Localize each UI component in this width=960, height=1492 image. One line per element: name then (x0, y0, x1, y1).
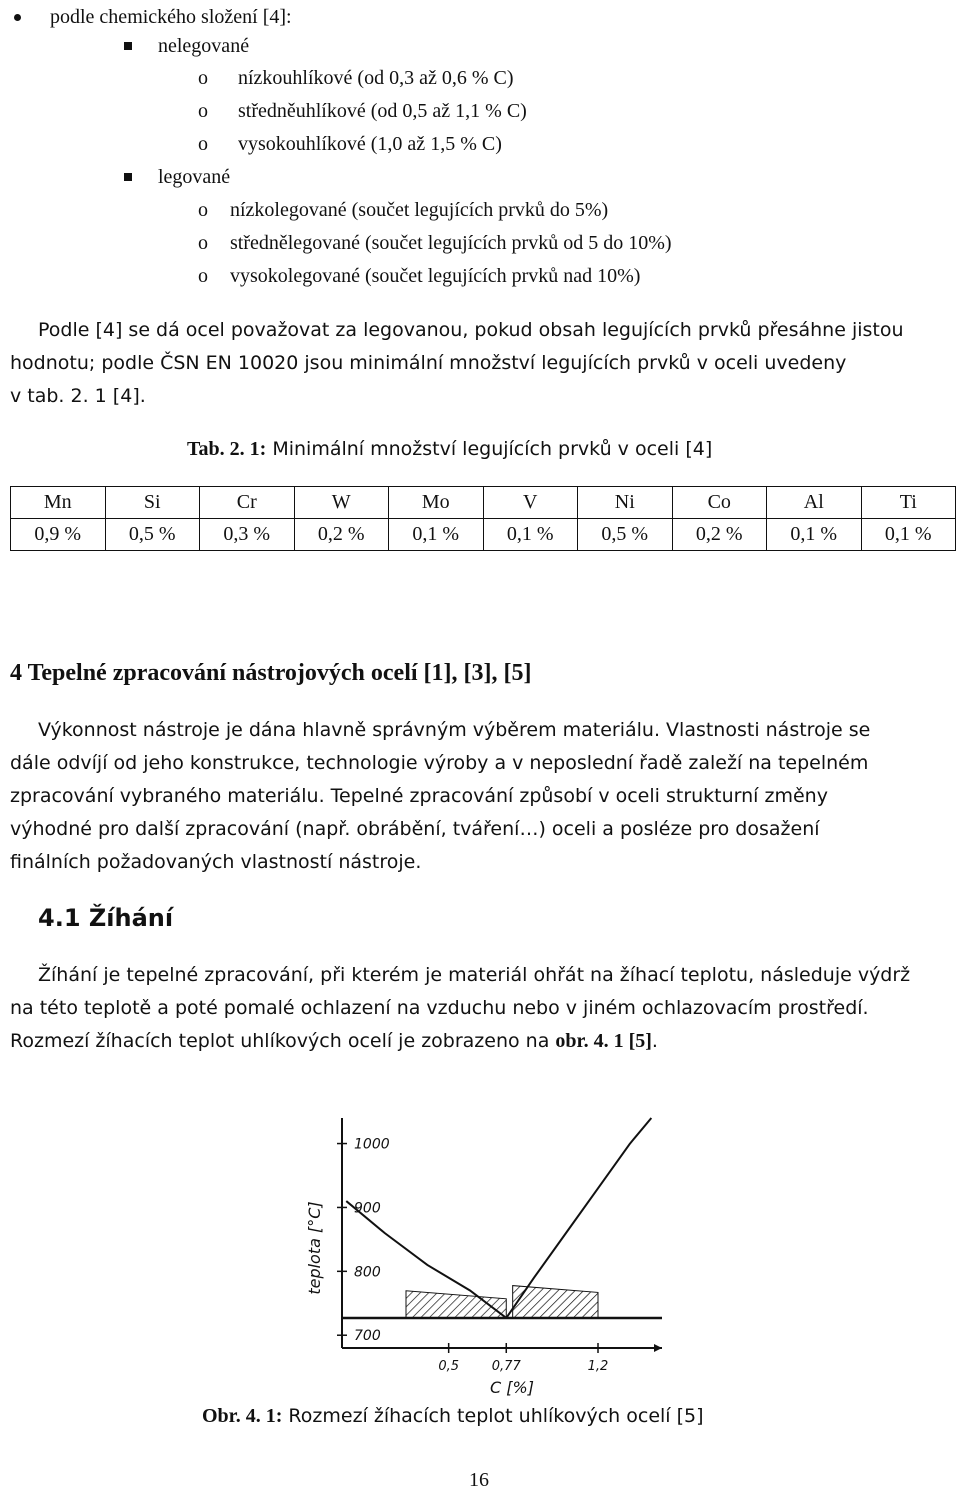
sub-marker: o (198, 265, 208, 287)
axis-ticks (337, 1137, 608, 1374)
y-axis-label: teplota [°C] (305, 1201, 324, 1295)
para-line-ref (10, 1029, 658, 1053)
group-bullet (124, 173, 132, 181)
x-axis-label: C [%] (490, 1378, 534, 1397)
para-line: hodnotu; podle ČSN EN 10020 jsou minimální množství legujících prvků v oceli uvedeny (10, 352, 847, 374)
sub-marker: o (198, 100, 208, 122)
table-cell: 0,1 % (389, 519, 484, 551)
group-label-legovane: legované (158, 166, 231, 188)
hatched-regions (406, 1286, 598, 1318)
table-cell: 0,1 % (483, 519, 578, 551)
list-item: středněuhlíkové (od 0,5 až 1,1 % C) (238, 100, 527, 122)
curve-acm (506, 1118, 651, 1318)
para-line: dále odvíjí od jeho konstrukce, technologie výroby a v neposlední řadě zaleží na tepelném (10, 752, 869, 774)
para-text: Rozmezí žíhacích teplot uhlíkových ocelí je zobrazeno na (10, 1030, 556, 1052)
sub-marker: o (198, 199, 208, 221)
classification-heading: podle chemického složení [4]: (50, 6, 292, 28)
table-caption (187, 438, 712, 461)
y-tick-label: 900 (354, 1200, 381, 1217)
x-tick-label: 1,2 (587, 1359, 609, 1374)
table-header-cell: Al (767, 487, 862, 519)
x-axis-arrow (654, 1344, 662, 1352)
list-item: nízkolegované (součet legujících prvků do 5%) (230, 199, 609, 221)
table-caption-label: Tab. 2. 1: (187, 438, 267, 460)
table-cell: 0,2 % (672, 519, 767, 551)
para-line: Žíhání je tepelné zpracování, při kterém je materiál ohřát na žíhací teplotu, následuje výdrž (38, 964, 911, 986)
section-4-title: 4 Tepelné zpracování nástrojových ocelí [1], [3], [5] (10, 660, 532, 686)
table-header-cell: Si (105, 487, 200, 519)
table-header-cell: Co (672, 487, 767, 519)
page-number: 16 (469, 1469, 489, 1491)
figure-ref: obr. 4. 1 [5] (555, 1030, 652, 1052)
table-header-cell: Mo (389, 487, 484, 519)
para-line: Výkonnost nástroje je dána hlavně správným výběrem materiálu. Vlastnosti nástroje se (38, 719, 871, 741)
table-header-cell: Ti (861, 487, 956, 519)
table-caption-text: Minimální množství legujících prvků v oceli [4] (266, 438, 713, 460)
table-header-cell: W (294, 487, 389, 519)
phase-curves (342, 1118, 662, 1318)
y-tick-label: 1000 (354, 1136, 390, 1153)
table-cell: 0,1 % (767, 519, 862, 551)
para-line: Podle [4] se dá ocel považovat za legovanou, pokud obsah legujících prvků přesáhne jistou (38, 319, 904, 341)
y-tick-label: 700 (354, 1328, 381, 1345)
figure-caption-text: Rozmezí žíhacích teplot uhlíkových ocelí [5] (282, 1405, 704, 1427)
annealing-diagram (282, 1108, 702, 1408)
list-item: vysokouhlíkové (1,0 až 1,5 % C) (238, 133, 502, 155)
figure-caption-label: Obr. 4. 1: (202, 1405, 283, 1427)
y-tick-label: 800 (354, 1264, 381, 1281)
hatched-region (406, 1291, 506, 1318)
table-header-cell: V (483, 487, 578, 519)
para-line: na této teplotě a poté pomalé ochlazení na vzduchu nebo v jiném ochlazovacím prostředí. (10, 997, 869, 1019)
list-item: střednělegované (součet legujících prvků od 5 do 10%) (230, 232, 672, 254)
table-header-cell: Mn (11, 487, 106, 519)
table-cell: 0,3 % (200, 519, 295, 551)
group-label-nelegovane: nelegované (158, 35, 250, 57)
para-line: v tab. 2. 1 [4]. (10, 385, 146, 407)
list-item: vysokolegované (součet legujících prvků nad 10%) (230, 265, 641, 287)
table-row (11, 487, 956, 519)
table-cell: 0,1 % (861, 519, 956, 551)
section-4-1-title: 4.1 Žíhání (38, 904, 174, 932)
para-line: finálních požadovaných vlastností nástroje. (10, 851, 422, 873)
list-item: nízkouhlíkové (od 0,3 až 0,6 % C) (238, 67, 514, 89)
table-header-cell: Ni (578, 487, 673, 519)
figure-caption (202, 1405, 704, 1428)
table-header-cell: Cr (200, 487, 295, 519)
para-line: zpracování vybraného materiálu. Tepelné zpracování způsobí v oceli strukturní změny (10, 785, 828, 807)
alloy-table (10, 486, 956, 551)
x-tick-label: 0,5 (438, 1359, 460, 1374)
para-text: . (651, 1030, 658, 1052)
table-cell: 0,5 % (105, 519, 200, 551)
table-cell: 0,5 % (578, 519, 673, 551)
table-cell: 0,2 % (294, 519, 389, 551)
table-row (11, 519, 956, 551)
sub-marker: o (198, 232, 208, 254)
sub-marker: o (198, 67, 208, 89)
list-bullet (14, 14, 21, 21)
sub-marker: o (198, 133, 208, 155)
group-bullet (124, 42, 132, 50)
x-tick-label: 0,77 (491, 1359, 521, 1374)
table-cell: 0,9 % (11, 519, 106, 551)
para-line: výhodné pro další zpracování (např. obrábění, tváření…) oceli a posléze pro dosažení (10, 818, 820, 840)
